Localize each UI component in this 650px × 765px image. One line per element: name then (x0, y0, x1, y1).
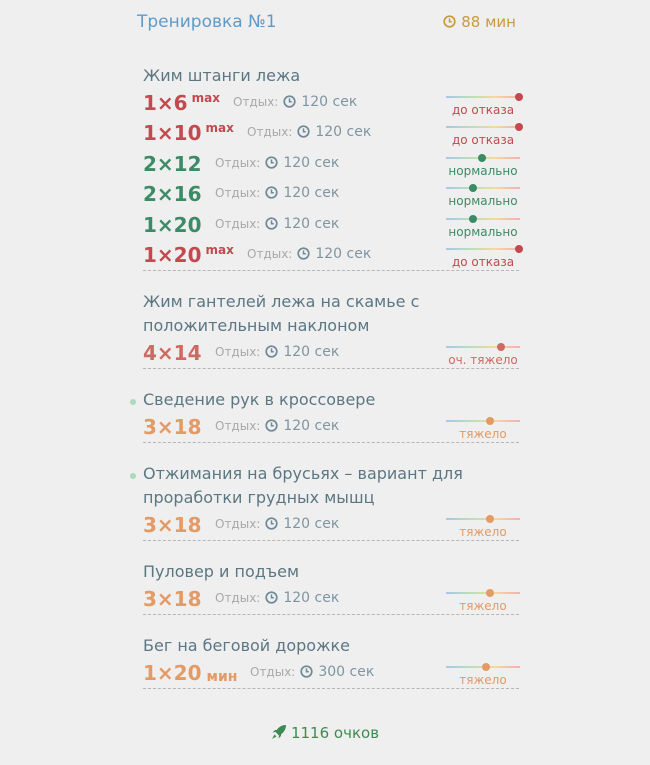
rest-value: 120 сек (301, 94, 358, 110)
rest-value: 120 сек (315, 124, 372, 141)
reps-suffix: max (191, 91, 220, 105)
clock-icon (265, 217, 278, 230)
exercise-name: Отжимания на брусьях – вариант для проработки грудных мышц (143, 464, 463, 507)
rest-time (215, 418, 339, 434)
rest-value: 120 сек (283, 590, 340, 606)
rest-label: Отдых: (215, 345, 261, 359)
effort-track (446, 218, 520, 220)
set-reps (143, 210, 202, 240)
reps-value: 4×14 (143, 341, 202, 365)
set-row (143, 412, 519, 442)
effort-indicator (446, 510, 520, 540)
set-reps (143, 88, 220, 121)
set-reps (143, 149, 202, 179)
workout-duration (443, 13, 516, 31)
effort-knob (515, 123, 523, 131)
reps-suffix: мин (206, 669, 238, 685)
rest-time (247, 124, 371, 140)
exercise-name: Пуловер и подъем (143, 562, 300, 581)
effort-indicator (446, 210, 520, 240)
effort-knob (486, 589, 494, 597)
effort-label: оч. тяжело (448, 353, 518, 367)
reps-value: 3×18 (143, 513, 202, 537)
rest-label: Отдых: (215, 517, 261, 531)
reps-value: 2×16 (143, 182, 202, 207)
effort-track (446, 518, 520, 520)
effort-indicator (446, 412, 520, 442)
rest-value: 120 сек (283, 154, 340, 171)
clock-icon (265, 517, 278, 530)
set-reps (143, 412, 202, 442)
reps-value: 1×20 (143, 661, 202, 685)
set-row (143, 149, 519, 179)
rest-label: Отдых: (247, 125, 293, 140)
clock-icon (297, 125, 310, 138)
rest-time (215, 516, 339, 532)
points-footer (0, 724, 650, 742)
exercise-item[interactable] (143, 290, 519, 369)
set-reps (143, 118, 234, 151)
duration-value: 88 мин (461, 13, 516, 31)
exercise-name: Бег на беговой дорожке (143, 636, 350, 655)
clock-icon (265, 345, 278, 358)
set-reps (143, 338, 202, 368)
set-reps (143, 179, 202, 209)
effort-knob (469, 184, 477, 192)
effort-label: тяжело (459, 673, 507, 687)
set-row (143, 584, 519, 614)
clock-icon (265, 156, 278, 169)
effort-knob (515, 245, 523, 253)
rest-value: 120 сек (315, 245, 372, 262)
effort-indicator (446, 584, 520, 614)
effort-knob (482, 663, 490, 671)
effort-label: нормально (448, 224, 518, 239)
clock-icon (265, 591, 278, 604)
exercise-name: Сведение рук в кроссовере (143, 390, 376, 409)
effort-label: до отказа (451, 133, 515, 148)
effort-track (446, 187, 520, 189)
exercise-name: Жим штанги лежа (143, 66, 301, 85)
set-reps (143, 240, 234, 273)
reps-value: 2×12 (143, 151, 202, 176)
clock-icon (297, 247, 310, 260)
rest-value: 300 сек (318, 664, 375, 680)
reps-value: 1×6 (143, 91, 188, 115)
rest-label: Отдых: (250, 665, 296, 679)
reps-value: 3×18 (143, 415, 202, 439)
reps-value: 3×18 (143, 587, 202, 611)
effort-label: до отказа (451, 254, 515, 269)
effort-knob (486, 417, 494, 425)
set-row (143, 88, 519, 118)
rest-time (215, 216, 339, 232)
clock-icon (443, 15, 456, 28)
effort-indicator (446, 88, 520, 118)
effort-label: тяжело (459, 427, 507, 441)
set-reps (143, 584, 202, 614)
effort-knob (486, 515, 494, 523)
set-row (143, 338, 519, 368)
rocket-icon (271, 724, 287, 740)
effort-label: нормально (448, 194, 518, 209)
exercise-item[interactable] (143, 388, 519, 443)
exercise-item[interactable] (143, 64, 519, 271)
rest-label: Отдых: (215, 186, 261, 201)
workout-header (0, 0, 650, 45)
clock-icon (300, 665, 313, 678)
rest-time (215, 155, 339, 171)
rest-label: Отдых: (247, 246, 293, 261)
effort-indicator (446, 240, 520, 270)
exercise-item[interactable] (143, 634, 519, 689)
effort-label: тяжело (459, 599, 507, 613)
rest-time (247, 246, 371, 262)
indicator-dot (130, 473, 136, 479)
rest-value: 120 сек (283, 418, 340, 434)
effort-indicator (446, 118, 520, 148)
effort-track (446, 420, 520, 422)
exercise-item[interactable] (143, 462, 519, 541)
points-value: 1116 очков (290, 724, 380, 742)
rest-label: Отдых: (215, 419, 261, 433)
rest-time (215, 344, 339, 360)
set-reps (143, 658, 237, 691)
effort-knob (497, 343, 505, 351)
clock-icon (265, 186, 278, 199)
reps-suffix: max (205, 242, 234, 257)
reps-value: 1×10 (143, 121, 202, 146)
effort-indicator (446, 149, 520, 179)
effort-knob (469, 215, 477, 223)
rest-value: 120 сек (283, 215, 340, 232)
rest-label: Отдых: (215, 216, 261, 231)
effort-label: нормально (448, 163, 518, 178)
effort-track (446, 96, 520, 98)
set-row (143, 210, 519, 240)
exercise-item[interactable] (143, 560, 519, 615)
effort-track (446, 346, 520, 348)
reps-value: 1×20 (143, 242, 202, 267)
effort-track (446, 592, 520, 594)
clock-icon (265, 419, 278, 432)
rest-label: Отдых: (233, 95, 279, 109)
effort-track (446, 248, 520, 250)
rest-value: 120 сек (283, 516, 340, 532)
effort-label: до отказа (451, 103, 515, 117)
effort-knob (515, 93, 523, 101)
rest-value: 120 сек (283, 344, 340, 360)
exercise-name: Жим гантелей лежа на скамье с положительным наклоном (143, 292, 420, 335)
clock-icon (283, 95, 296, 108)
effort-indicator (446, 179, 520, 209)
rest-time (215, 590, 339, 606)
indicator-dot (130, 399, 136, 405)
reps-suffix: max (205, 121, 234, 136)
effort-label: тяжело (459, 525, 507, 539)
workout-title: Тренировка №1 (137, 12, 277, 32)
effort-indicator (446, 658, 520, 688)
effort-track (446, 126, 520, 128)
effort-indicator (446, 338, 520, 368)
set-row (143, 240, 519, 270)
rest-time (215, 185, 339, 201)
set-row (143, 118, 519, 148)
set-row (143, 179, 519, 209)
set-row (143, 510, 519, 540)
set-row (143, 658, 519, 688)
rest-time (233, 94, 357, 110)
rest-label: Отдых: (215, 591, 261, 605)
set-reps (143, 510, 202, 540)
rest-value: 120 сек (283, 185, 340, 202)
reps-value: 1×20 (143, 212, 202, 237)
rest-time (250, 664, 374, 680)
rest-label: Отдых: (215, 155, 261, 170)
effort-knob (478, 154, 486, 162)
